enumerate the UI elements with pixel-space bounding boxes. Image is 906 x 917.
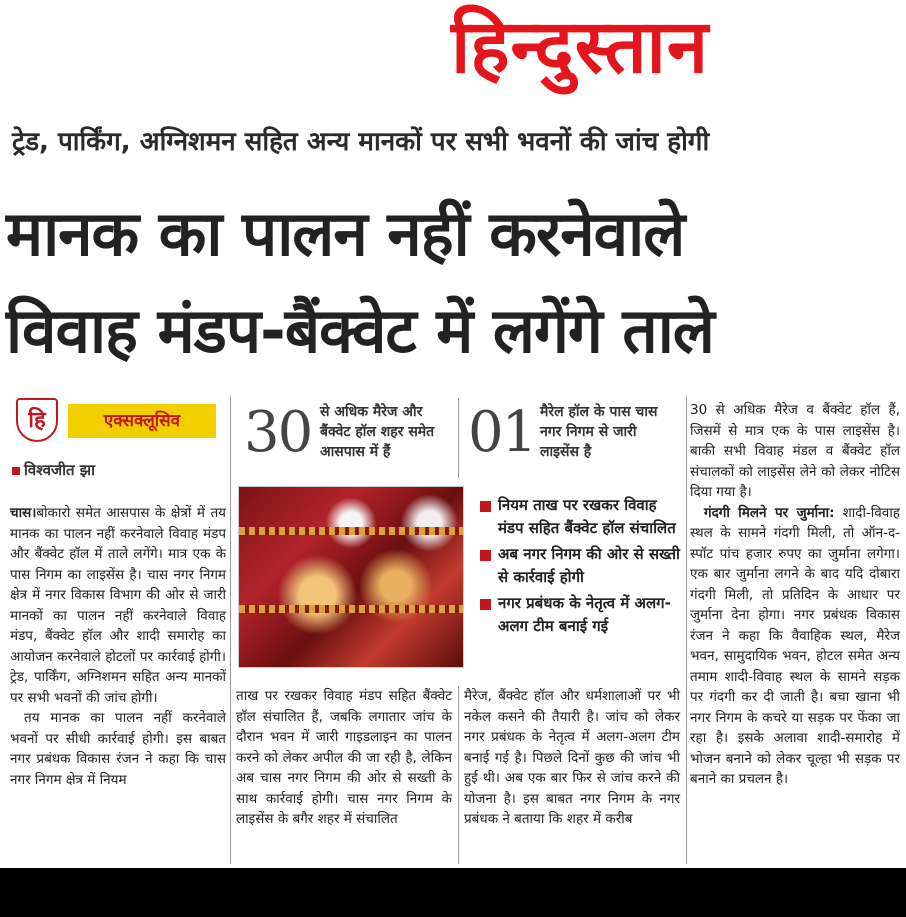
paragraph: मैरेज, बैंक्वेट हॉल और धर्मशालाओं पर भी नकेल कसने की तैयारी है। जांच को लेकर नगर प्रबंधक के नेतृत्व में अलग-अलग टीम बनाई गई है। पिछले दिनों कुछ की जांच भी हुई थी। अब एक बार फिर से जांच करने की योजना है। इस बाबत नगर निगम के नगर प्रबंधक ने बताया कि शहर में करीब — [464, 688, 680, 827]
headline-line-2: विवाह मंडप-बैंक्वेट में लगेंगे ताले — [6, 294, 714, 367]
paragraph: ताख पर रखकर विवाह मंडप सहित बैंक्वेट हॉल संचालित हैं, जबकि लगातार जांच के दौरान भवन में जारी गाइडलाइन का पालन करने को लेकर अपील की जा रही है, लेकिन अब चास नगर निगम की ओर से सख्ती के साथ कार्रवाई होगी। चास नगर निगम के लाइसेंस के बगैर शहर में संचालित — [236, 688, 452, 827]
column-divider — [686, 396, 687, 864]
highlight-item: अब नगर निगम की ओर से सख्ती से कार्रवाई होगी — [470, 543, 684, 589]
wedding-hands-photo — [238, 486, 464, 668]
subheading: गंदगी मिलने पर जुर्माना: — [704, 504, 835, 521]
stat-text: मैरेल हॉल के पास चास नगर निगम से जारी लाइसेंस है — [540, 404, 658, 460]
stat-text: से अधिक मैरेज और बैंक्वेट हॉल शहर समेत आसपास में हैं — [320, 404, 435, 460]
byline — [12, 460, 95, 480]
article-column-4 — [690, 400, 900, 790]
bangle-band — [239, 527, 463, 535]
exclusive-badge: एक्सक्लूसिव — [68, 404, 216, 438]
bullet-square-icon — [12, 467, 20, 475]
kicker: ट्रेड, पार्किंग, अग्निशमन सहित अन्य मानकों पर सभी भवनों की जांच होगी — [12, 127, 710, 157]
highlight-item: नगर प्रबंधक के नेतृत्व में अलग-अलग टीम बनाई गई — [470, 592, 684, 638]
stat-divider — [458, 398, 459, 478]
article-column-1 — [10, 503, 226, 790]
stat-number: 30 — [244, 400, 312, 465]
column-divider — [230, 396, 231, 864]
masthead-logo: हिन्दुस्तान — [451, 4, 709, 90]
stat-box-30 — [244, 398, 454, 478]
hindustan-shield-icon: हि — [16, 398, 58, 442]
paragraph: शादी-विवाह स्थल के सामने गंदगी मिली, तो ऑन-द-स्पॉट पांच हजार रुपए का जुर्माना लगेगा। एक बार जुर्माना लगने के बाद यदि दोबारा गंदगी मिली, तो प्रतिदिन के आधार पर जुर्माना देना होगा। नगर प्रबंधक विकास रंजन ने कहा कि वैवाहिक स्थल, मैरेज भवन, सामुदायिक भवन, होटल समेत अन्य तमाम शादी-विवाह स्थल के सामने सड़क पर गंदगी कर दी जाती है। बचा खाना भी नगर निगम के कचरे या सड़क पर फेंका जा रहा है। इसके अलावा शादी-समारोह में भोजन बनाने को लेकर चूल्हा भी सड़क पर बनाने का प्रचलन है। — [690, 504, 900, 787]
article-column-3 — [464, 686, 680, 830]
paragraph: 30 से अधिक मैरेज व बैंक्वेट हॉल हैं, जिसमें से मात्र एक के पास लाइसेंस है। बाकी सभी विवाह मंडल व बैंक्वेट हॉल संचालकों को लाइसेंस लेने को लेकर नोटिस दिया गया है। — [690, 402, 900, 500]
bangle-band — [239, 605, 463, 613]
paragraph: तय मानक का पालन नहीं करनेवाले भवनों पर सीधी कार्रवाई होगी। इस बाबत नगर प्रबंधक विकास रंजन ने कहा कि चास नगर निगम क्षेत्र में नियम — [10, 710, 226, 788]
column-divider — [458, 686, 459, 864]
highlight-item: नियम ताख पर रखकर विवाह मंडप सहित बैंक्वेट हॉल संचालित — [470, 494, 684, 540]
dateline: चास। — [10, 505, 37, 521]
highlights-list — [470, 494, 684, 641]
headline-line-1: मानक का पालन नहीं करनेवाले — [6, 197, 685, 270]
byline-author: विश्वजीत झा — [24, 461, 95, 479]
stat-box-01 — [468, 398, 684, 478]
article-column-2 — [236, 686, 452, 830]
paragraph: बोकारो समेत आसपास के क्षेत्रों में तय मानक का पालन नहीं करनेवाले विवाह मंडप और बैंक्वेट हॉल में ताले लगेंगे। मात्र एक के पास निगम का लाइसेंस है। चास नगर निगम क्षेत्र में नगर विकास विभाग की ओर से जारी मानकों का पालन नहीं करनेवाले विवाह मंडप, बैंक्वेट हॉल और शादी समारोह का आयोजन करनेवाले होटलों पर कार्रवाई होगी। ट्रेड, पार्किंग, अग्निशमन सहित अन्य मानकों पर सभी भवनों की जांच होगी। — [10, 505, 226, 706]
stat-number: 01 — [468, 400, 536, 465]
